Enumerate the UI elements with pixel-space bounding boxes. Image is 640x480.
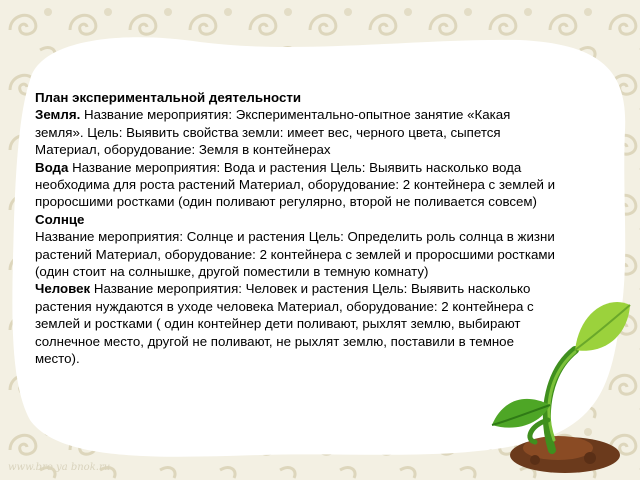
- section-earth: [35, 106, 560, 158]
- section-water-heading: Вода: [35, 159, 69, 175]
- section-sun-heading: Солнце: [35, 211, 85, 227]
- plan-title: План экспериментальной деятельности: [35, 90, 302, 105]
- section-earth-text: Название мероприятия: Экспериментально-опытное занятие «Какая земля». Цель: Выявить свойства земли: имеет вес, черного цвета, сыпется Материал, оборудование: Земля в контейнерах: [35, 107, 511, 158]
- section-sun-text: Название мероприятия: Солнце и растения Цель: Определить роль солнца в жизни растений Материал, оборудование: 2 контейнера с землей и проросшими ростками (один стоит на солнышке, другой поместили в темную комнату): [35, 229, 555, 280]
- section-water-text: Название мероприятия: Вода и растения Цель: Выявить насколько вода необходима для роста растений Материал, оборудование: 2 контейнера с землей и проросшими ростками (один поливают регулярно, второй не поливается совсем): [35, 159, 556, 210]
- section-human-heading: Человек: [35, 281, 91, 297]
- section-sun-heading-line: [35, 211, 560, 228]
- section-earth-heading: Земля.: [35, 107, 81, 123]
- green-sprout-icon: [480, 290, 640, 480]
- section-human-text: Название мероприятия: Человек и растения Цель: Выявить насколько растения нуждаются в уходе человека Материал, оборудование: 2 контейнера с землей и ростками ( один контейнер дети поливают, рыхлят землю, выбирают солнечное место, другой не поливают, не рыхлят землю, поставили в темное место).: [35, 281, 534, 367]
- watermark: www.bro ya bnok.ru: [8, 462, 111, 473]
- section-water: [35, 159, 560, 211]
